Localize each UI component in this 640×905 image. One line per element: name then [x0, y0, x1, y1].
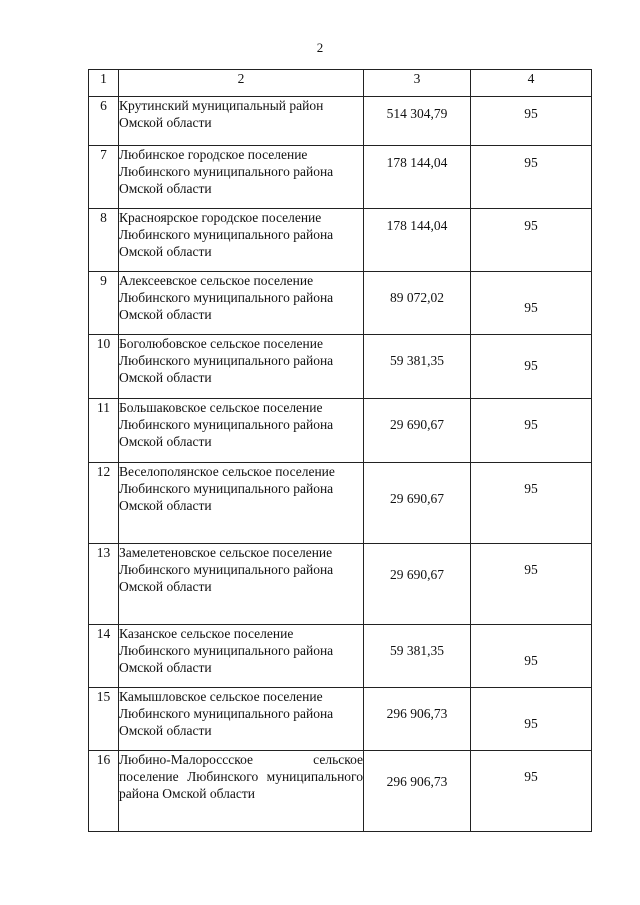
column-header-name: 2 [119, 70, 364, 97]
row-percent: 95 [471, 399, 592, 463]
table-row [89, 688, 592, 751]
row-percent: 95 [471, 625, 592, 688]
row-percent: 95 [471, 209, 592, 272]
table-row [89, 97, 592, 146]
page-number: 2 [316, 40, 324, 55]
row-number: 9 [89, 272, 119, 335]
row-percent: 95 [471, 146, 592, 209]
column-header-percent: 4 [471, 70, 592, 97]
row-amount: 178 144,04 [364, 146, 471, 209]
row-name: Крутинский муниципальный район Омской области [119, 97, 364, 146]
row-amount: 296 906,73 [364, 751, 471, 832]
row-name: Большаковское сельское поселение Любинского муниципального района Омской области [119, 399, 364, 463]
row-number: 6 [89, 97, 119, 146]
row-percent: 95 [471, 751, 592, 832]
row-number: 8 [89, 209, 119, 272]
row-number: 16 [89, 751, 119, 832]
row-percent: 95 [471, 544, 592, 625]
row-name: Камышловское сельское поселение Любинского муниципального района Омской области [119, 688, 364, 751]
row-name: Любинское городское поселение Любинского муниципального района Омской области [119, 146, 364, 209]
allocation-table [88, 69, 592, 832]
table-row [89, 751, 592, 832]
row-percent: 95 [471, 97, 592, 146]
column-header-amount: 3 [364, 70, 471, 97]
table-row [89, 272, 592, 335]
table-row [89, 209, 592, 272]
row-number: 14 [89, 625, 119, 688]
row-amount: 29 690,67 [364, 399, 471, 463]
row-name: Казанское сельское поселение Любинского муниципального района Омской области [119, 625, 364, 688]
table-row [89, 625, 592, 688]
row-number: 7 [89, 146, 119, 209]
row-name: Боголюбовское сельское поселение Любинского муниципального района Омской области [119, 335, 364, 399]
row-number: 12 [89, 463, 119, 544]
table-row [89, 335, 592, 399]
table-row [89, 146, 592, 209]
row-percent: 95 [471, 272, 592, 335]
table-header-row [89, 70, 592, 97]
row-amount: 89 072,02 [364, 272, 471, 335]
row-number: 11 [89, 399, 119, 463]
row-amount: 59 381,35 [364, 335, 471, 399]
row-number: 13 [89, 544, 119, 625]
row-amount: 59 381,35 [364, 625, 471, 688]
column-header-number: 1 [89, 70, 119, 97]
table-row [89, 463, 592, 544]
row-name: Любино-Малороссское сельское поселение Любинского муниципального района Омской области [119, 751, 364, 832]
row-percent: 95 [471, 335, 592, 399]
row-percent: 95 [471, 688, 592, 751]
row-amount: 296 906,73 [364, 688, 471, 751]
table-row [89, 399, 592, 463]
row-number: 10 [89, 335, 119, 399]
row-name: Алексеевское сельское поселение Любинского муниципального района Омской области [119, 272, 364, 335]
row-amount: 29 690,67 [364, 544, 471, 625]
row-name: Красноярское городское поселение Любинского муниципального района Омской области [119, 209, 364, 272]
row-amount: 29 690,67 [364, 463, 471, 544]
row-percent: 95 [471, 463, 592, 544]
table-row [89, 544, 592, 625]
row-number: 15 [89, 688, 119, 751]
row-amount: 178 144,04 [364, 209, 471, 272]
row-name: Замелетеновское сельское поселение Любинского муниципального района Омской области [119, 544, 364, 625]
row-amount: 514 304,79 [364, 97, 471, 146]
row-name: Веселополянское сельское поселение Любинского муниципального района Омской области [119, 463, 364, 544]
